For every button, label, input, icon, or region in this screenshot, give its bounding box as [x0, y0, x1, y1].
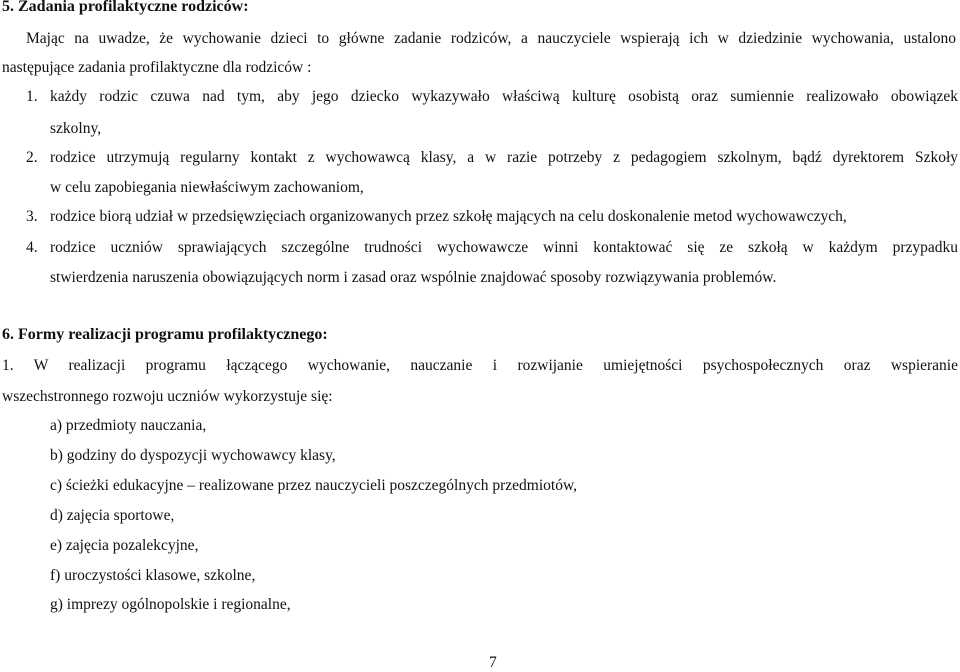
forms-list-item: g) imprezy ogólnopolskie i regionalne,	[50, 596, 291, 613]
forms-list-item: d) zajęcia sportowe,	[50, 507, 175, 524]
section6-point1-line2: wszechstronnego rozwoju uczniów wykorzystuje się:	[2, 388, 333, 405]
list-item-text-continued: szkolny,	[50, 120, 102, 137]
forms-list-item: c) ścieżki edukacyjne – realizowane przez nauczycieli poszczególnych przedmiotów,	[50, 477, 578, 494]
list-item-text: rodzice uczniów sprawiających szczególne trudności wychowawcze winni kontaktować się ze szkołą w każdym przypadku	[50, 239, 958, 256]
list-item-number: 1.	[26, 88, 38, 105]
section6-heading: 6. Formy realizacji programu profilaktycznego:	[2, 326, 328, 343]
list-item-text-continued: w celu zapobiegania niewłaściwym zachowaniom,	[50, 179, 364, 196]
list-item-text-continued: stwierdzenia naruszenia obowiązujących norm i zasad oraz wspólnie znajdować sposoby rozwiązywania problemów.	[50, 269, 777, 286]
section5-heading: 5. Zadania profilaktyczne rodziców:	[2, 0, 249, 15]
section6-point1-line1: 1. W realizacji programu łączącego wychowanie, nauczanie i rozwijanie umiejętności psychospołecznych oraz wspieranie	[2, 357, 958, 374]
section5-intro-line2: następujące zadania profilaktyczne dla rodziców :	[2, 59, 312, 76]
page-number: 7	[489, 654, 497, 671]
list-item-number: 3.	[26, 208, 38, 225]
forms-list-item: f) uroczystości klasowe, szkolne,	[50, 567, 256, 584]
list-item-text: rodzice biorą udział w przedsięwzięciach organizowanych przez szkołę mających na celu doskonalenie metod wychowawczych,	[50, 208, 847, 225]
forms-list-item: b) godziny do dyspozycji wychowawcy klasy,	[50, 447, 336, 464]
list-item-number: 2.	[26, 149, 38, 166]
list-item-number: 4.	[26, 239, 38, 256]
forms-list-item: e) zajęcia pozalekcyjne,	[50, 537, 199, 554]
section5-intro-line1: Mając na uwadze, że wychowanie dzieci to główne zadanie rodziców, a nauczyciele wspierają ich w dziedzinie wychowania, ustalono	[26, 30, 956, 47]
list-item-text: każdy rodzic czuwa nad tym, aby jego dziecko wykazywało właściwą kulturę osobistą oraz sumiennie realizowało obowiązek	[50, 88, 958, 105]
list-item-text: rodzice utrzymują regularny kontakt z wychowawcą klasy, a w razie potrzeby z pedagogiem szkolnym, bądź dyrektorem Szkoły	[50, 149, 958, 166]
forms-list-item: a) przedmioty nauczania,	[50, 417, 207, 434]
